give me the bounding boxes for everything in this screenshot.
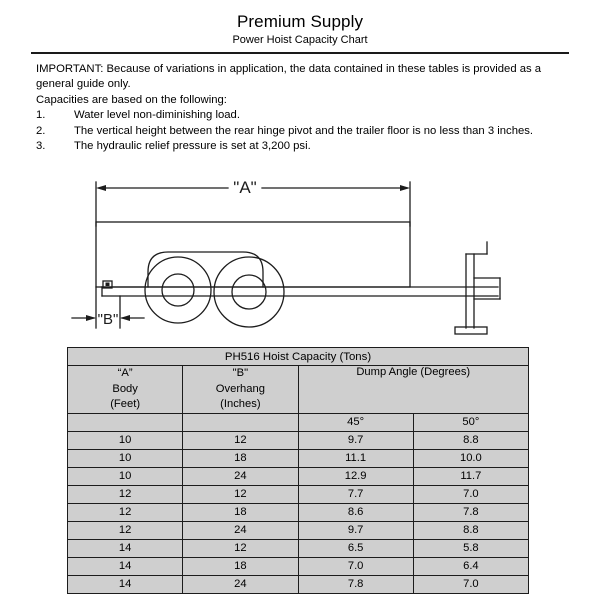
dimension-a-arrow-left (96, 185, 106, 191)
assumptions-list (36, 108, 569, 154)
table-row (68, 521, 529, 539)
cell-capacity-45: 9.7 (298, 431, 413, 449)
wheel-hub-front (162, 274, 194, 306)
table-row (68, 485, 529, 503)
list-item-label: The hydraulic relief pressure is set at 3,200 psi. (74, 140, 311, 153)
subheader-empty-overhang (183, 413, 298, 431)
table-row (68, 503, 529, 521)
cell-overhang: 12 (183, 485, 298, 503)
column-header-body (68, 366, 183, 414)
intro-text-block (36, 62, 569, 154)
cell-overhang: 12 (183, 431, 298, 449)
cell-body: 14 (68, 557, 183, 575)
cell-capacity-45: 12.9 (298, 467, 413, 485)
cell-capacity-45: 8.6 (298, 503, 413, 521)
dimension-b-arrow-left (86, 315, 96, 321)
trailer-diagram (0, 168, 600, 346)
cell-body: 10 (68, 467, 183, 485)
cell-overhang: 18 (183, 503, 298, 521)
dimension-b-label: "B" (97, 311, 119, 329)
page-subtitle: Power Hoist Capacity Chart (232, 34, 368, 46)
cell-capacity-50: 7.0 (413, 485, 528, 503)
list-item-number: 1. (36, 109, 46, 122)
cell-capacity-45: 7.8 (298, 575, 413, 593)
cell-body: 10 (68, 431, 183, 449)
table-row (68, 575, 529, 593)
list-item-number: 2. (36, 124, 46, 137)
column-header-overhang-line3: (Inches) (220, 398, 261, 410)
cell-capacity-45: 6.5 (298, 539, 413, 557)
column-header-body-line1: “A” (117, 367, 133, 379)
important-note: IMPORTANT: Because of variations in application, the data contained in these tables is provided as a general guide only. (36, 63, 542, 91)
capacities-basis-line: Capacities are based on the following: (36, 93, 227, 106)
jack-foot-plate (455, 327, 487, 334)
table-row (68, 431, 529, 449)
table-subheader-row (68, 413, 529, 431)
list-item (36, 139, 569, 154)
column-header-overhang (183, 366, 298, 414)
column-header-body-line3: (Feet) (110, 398, 141, 410)
cell-capacity-45: 7.0 (298, 557, 413, 575)
cell-overhang: 18 (183, 449, 298, 467)
column-header-body-line2: Body (112, 382, 138, 395)
cell-body: 14 (68, 539, 183, 557)
cell-capacity-50: 5.8 (413, 539, 528, 557)
cell-capacity-50: 8.8 (413, 431, 528, 449)
list-item (36, 124, 569, 139)
wheel-hub-rear (232, 275, 266, 309)
capacity-table-container (67, 347, 529, 594)
cell-body: 10 (68, 449, 183, 467)
table-title: PH516 Hoist Capacity (Tons) (68, 348, 529, 366)
wheel-tire-rear (214, 257, 284, 327)
table-row (68, 557, 529, 575)
cell-body: 12 (68, 503, 183, 521)
cell-capacity-50: 11.7 (413, 467, 528, 485)
cell-overhang: 12 (183, 539, 298, 557)
dimension-b-arrow-right (120, 315, 130, 321)
column-header-overhang-line2: Overhang (215, 382, 265, 395)
page-title: Premium Supply (236, 12, 364, 31)
subheader-angle-45: 45° (298, 413, 413, 431)
column-header-dump-angle: Dump Angle (Degrees) (298, 366, 529, 414)
table-row (68, 539, 529, 557)
cell-overhang: 24 (183, 521, 298, 539)
trailer-body-box (96, 222, 410, 287)
cell-capacity-50: 8.8 (413, 521, 528, 539)
list-item-label: The vertical height between the rear hinge pivot and the trailer floor is no less than 3 inches. (74, 124, 534, 137)
cell-body: 12 (68, 485, 183, 503)
cell-overhang: 24 (183, 467, 298, 485)
capacity-table (67, 347, 529, 594)
cell-capacity-50: 10.0 (413, 449, 528, 467)
dimension-a-arrow-right (400, 185, 410, 191)
cell-capacity-45: 11.1 (298, 449, 413, 467)
cell-capacity-45: 9.7 (298, 521, 413, 539)
document-header (0, 0, 600, 48)
list-item-number: 3. (36, 140, 46, 153)
cell-capacity-50: 7.8 (413, 503, 528, 521)
cell-body: 12 (68, 521, 183, 539)
dimension-a-label: "A" (233, 178, 257, 198)
cell-capacity-45: 7.7 (298, 485, 413, 503)
cell-body: 14 (68, 575, 183, 593)
trailer-side-view-drawing (0, 168, 600, 346)
header-divider (31, 52, 569, 54)
list-item (36, 108, 569, 123)
subheader-angle-50: 50° (413, 413, 528, 431)
cell-capacity-50: 7.0 (413, 575, 528, 593)
cell-overhang: 18 (183, 557, 298, 575)
column-header-overhang-line1: "B" (232, 367, 249, 379)
cell-overhang: 24 (183, 575, 298, 593)
list-item-label: Water level non-diminishing load. (74, 109, 240, 122)
table-title-row (68, 348, 529, 366)
cell-capacity-50: 6.4 (413, 557, 528, 575)
table-header-row (68, 366, 529, 414)
table-row (68, 467, 529, 485)
wheel-tire-front (145, 257, 211, 323)
subheader-empty-body (68, 413, 183, 431)
hinge-pin (106, 283, 110, 287)
table-row (68, 449, 529, 467)
